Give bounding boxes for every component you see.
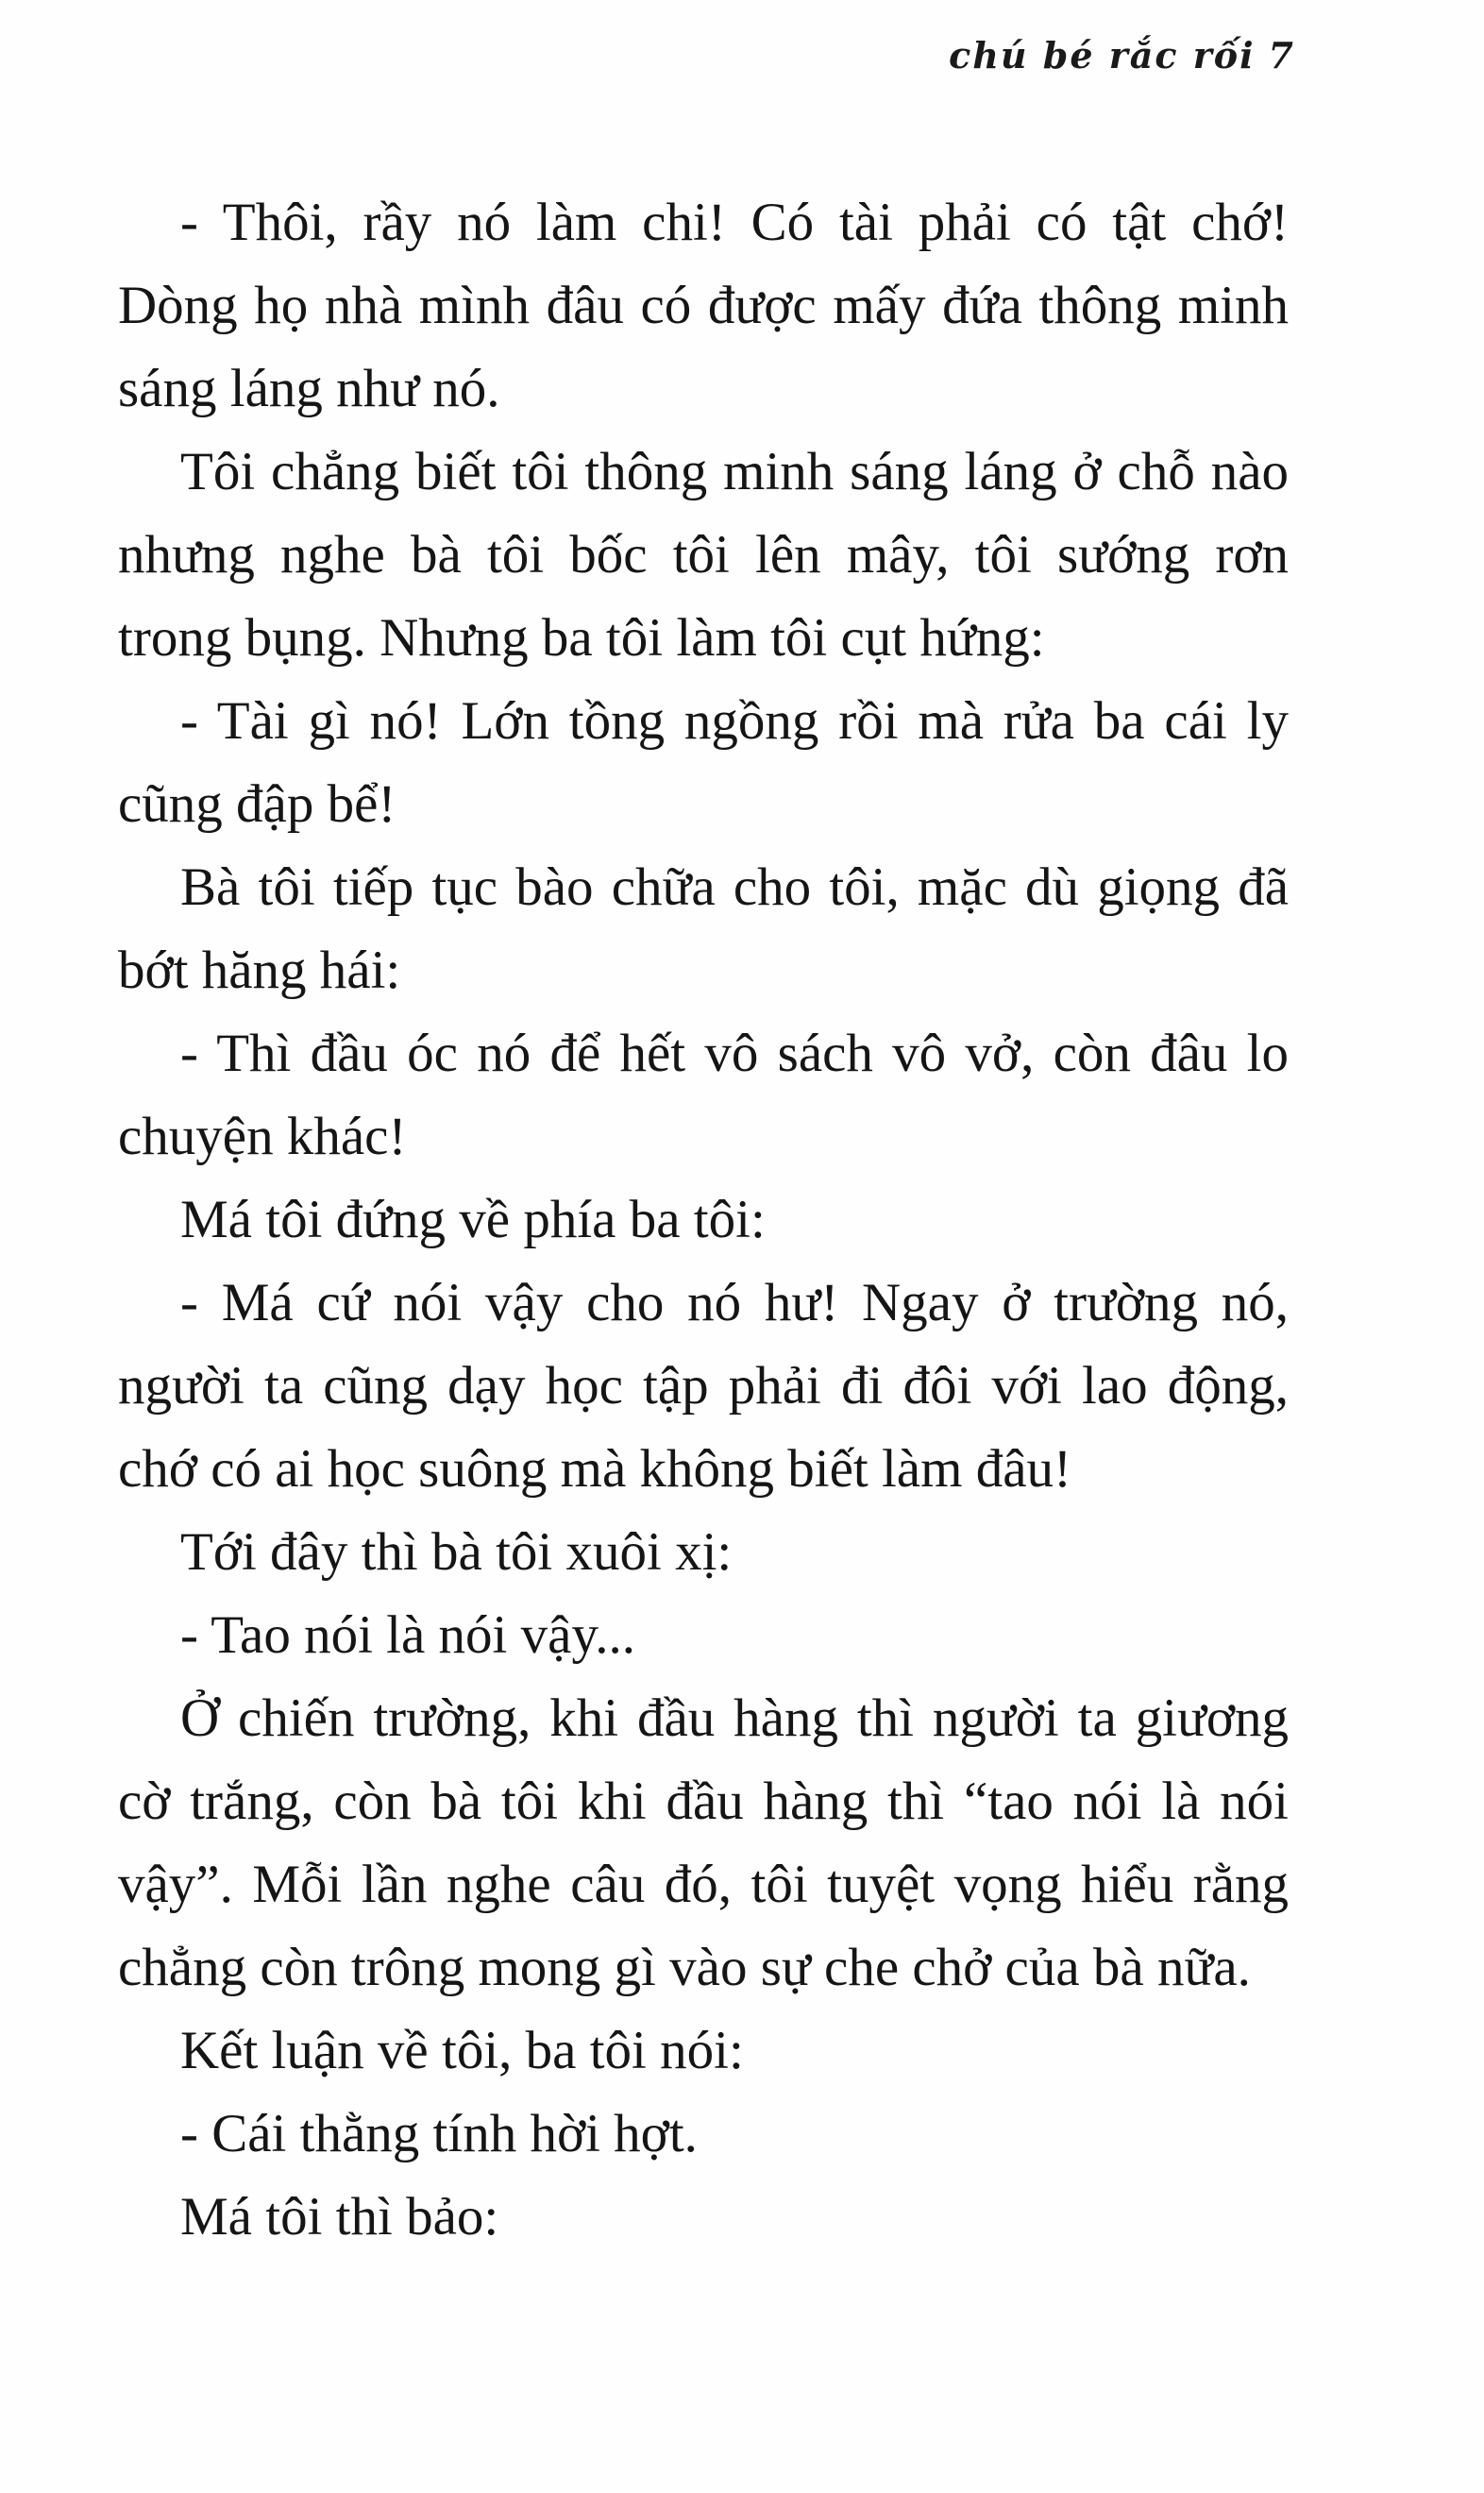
paragraph: - Tài gì nó! Lớn tồng ngồng rồi mà rửa ba cái ly cũng đập bể! <box>118 691 1289 834</box>
paragraph: - Thôi, rầy nó làm chi! Có tài phải có tật chớ! Dòng họ nhà mình đâu có được mấy đứa thông minh sáng láng như nó. <box>118 193 1289 418</box>
paragraph: Má tôi đứng về phía ba tôi: <box>180 1190 766 1249</box>
paragraph: Má tôi thì bảo: <box>180 2187 499 2247</box>
paragraph: Kết luận về tôi, ba tôi nói: <box>180 2021 744 2080</box>
running-header <box>949 34 1295 76</box>
body-text <box>118 181 1289 2259</box>
paragraph: Tới đây thì bà tôi xuôi xị: <box>180 1522 733 1582</box>
paragraph: - Tao nói là nói vậy... <box>180 1605 635 1665</box>
page-number: 7 <box>1268 34 1295 76</box>
paragraph: - Cái thằng tính hời hợt. <box>180 2104 698 2163</box>
paragraph: Bà tôi tiếp tục bào chữa cho tôi, mặc dù giọng đã bớt hăng hái: <box>118 857 1289 1000</box>
paragraph: Ở chiến trường, khi đầu hàng thì người ta giương cờ trắng, còn bà tôi khi đầu hàng thì “tao nói là nói vậy”. Mỗi lần nghe câu đó, tôi tuyệt vọng hiểu rằng chẳng còn trông mong gì vào sự che chở của bà nữa. <box>118 1688 1289 1997</box>
paragraph: Tôi chẳng biết tôi thông minh sáng láng ở chỗ nào nhưng nghe bà tôi bốc tôi lên mây, tôi sướng rơn trong bụng. Nhưng ba tôi làm tôi cụt hứng: <box>118 442 1289 668</box>
book-title: chú bé rắc rối <box>949 34 1256 76</box>
paragraph: - Thì đầu óc nó để hết vô sách vô vở, còn đâu lo chuyện khác! <box>118 1024 1289 1166</box>
paragraph: - Má cứ nói vậy cho nó hư! Ngay ở trường nó, người ta cũng dạy học tập phải đi đôi với lao động, chớ có ai học suông mà không biết làm đâu! <box>118 1273 1289 1499</box>
